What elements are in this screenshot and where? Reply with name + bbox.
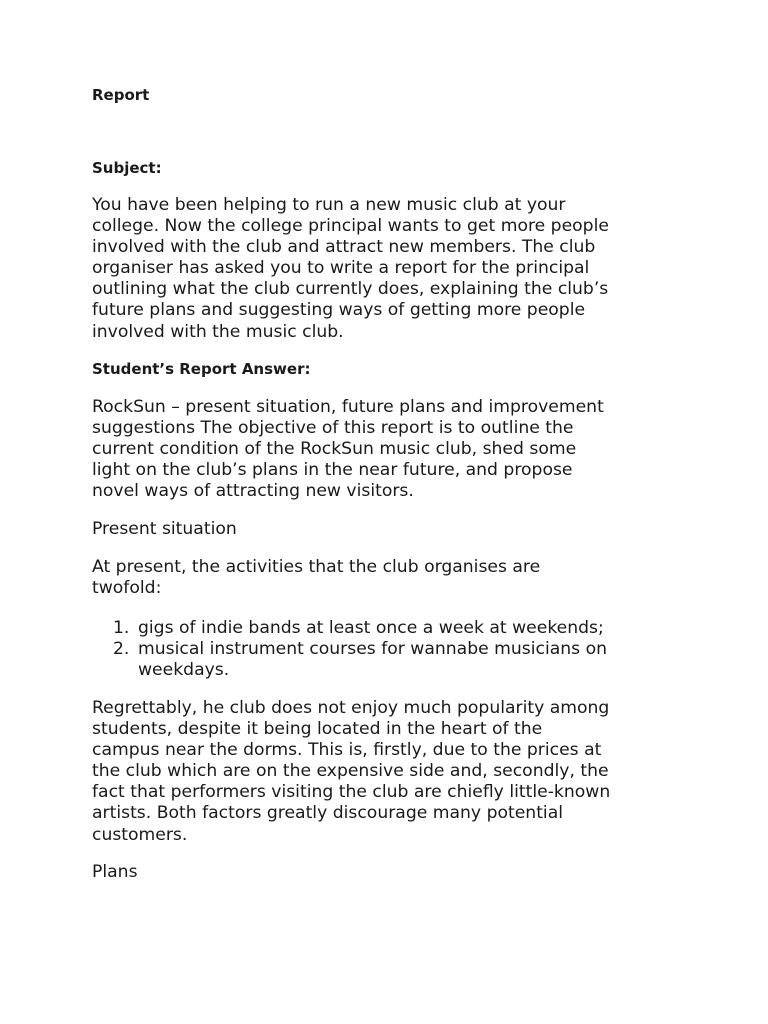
plans-heading (92, 862, 692, 883)
regret-line: campus near the dorms. This is, firstly, due to the prices at (92, 740, 602, 761)
subject-paragraph (92, 195, 692, 343)
activities-line: twofold: (92, 578, 162, 599)
regret-line: fact that performers visiting the club are chiefly little-known (92, 782, 611, 803)
activities-list (92, 618, 692, 681)
list-item-text: weekdays. (138, 660, 230, 681)
subject-label: Subject: (92, 159, 162, 177)
list-item (92, 618, 692, 639)
subject-line: future plans and suggesting ways of getting more people (92, 300, 586, 321)
subject-line: college. Now the college principal wants to get more people (92, 216, 609, 237)
intro-line: current condition of the RockSun music club, shed some (92, 439, 577, 460)
subject-line: You have been helping to run a new music club at your (92, 195, 566, 215)
intro-line: light on the club’s plans in the near future, and propose (92, 460, 573, 481)
list-item-number: 1. (113, 618, 130, 638)
intro-line: suggestions The objective of this report is to outline the (92, 418, 574, 439)
present-situation-heading (92, 519, 692, 540)
list-item-text: gigs of indie bands at least once a week at weekends; (138, 618, 604, 638)
answer-label: Student’s Report Answer: (92, 360, 311, 378)
list-item-text: musical instrument courses for wannabe musicians on (138, 639, 607, 660)
subject-line: organiser has asked you to write a report for the principal (92, 258, 590, 279)
regret-line: the club which are on the expensive side and, secondly, the (92, 761, 609, 782)
list-item (92, 639, 692, 681)
regret-line: customers. (92, 824, 188, 845)
plans-heading-text: Plans (92, 862, 138, 882)
subject-line: involved with the club and attract new members. The club (92, 237, 596, 258)
regret-line: artists. Both factors greatly discourage many potential (92, 803, 564, 824)
regret-paragraph (92, 698, 692, 846)
intro-paragraph (92, 397, 692, 502)
regret-line: students, despite it being located in the heart of the (92, 719, 543, 740)
list-item-number: 2. (113, 639, 130, 660)
document-title: Report (92, 86, 150, 104)
present-situation-heading-text: Present situation (92, 519, 237, 539)
subject-line: outlining what the club currently does, explaining the club’s (92, 279, 609, 300)
subject-line: involved with the music club. (92, 321, 344, 342)
intro-line: RockSun – present situation, future plans and improvement (92, 397, 604, 417)
intro-line: novel ways of attracting new visitors. (92, 481, 414, 502)
regret-line: Regrettably, he club does not enjoy much popularity among (92, 698, 610, 718)
activities-paragraph (92, 557, 692, 599)
activities-line: At present, the activities that the club organises are (92, 557, 541, 577)
